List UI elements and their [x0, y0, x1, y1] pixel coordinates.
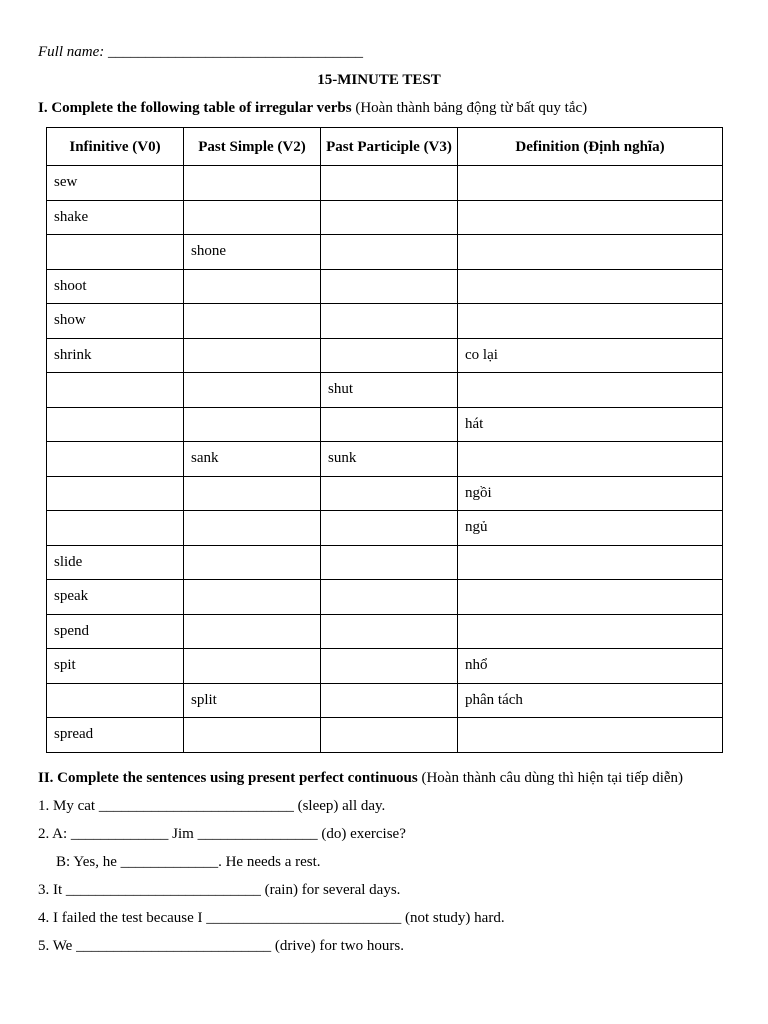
cell-past-simple[interactable] [184, 614, 321, 649]
cell-past-participle[interactable] [321, 683, 458, 718]
cell-past-simple[interactable] [184, 269, 321, 304]
cell-past-participle[interactable] [321, 614, 458, 649]
cell-past-simple[interactable] [184, 476, 321, 511]
table-row [47, 166, 723, 201]
cell-definition[interactable] [458, 718, 723, 753]
question-4[interactable]: 4. I failed the test because I __________________________ (not study) hard. [38, 910, 505, 926]
cell-definition[interactable]: hát [458, 407, 723, 442]
cell-past-simple[interactable] [184, 166, 321, 201]
table-row [47, 614, 723, 649]
cell-past-simple[interactable] [184, 200, 321, 235]
table-row [47, 269, 723, 304]
cell-definition[interactable]: phân tách [458, 683, 723, 718]
cell-infinitive[interactable] [47, 235, 184, 270]
table-row [47, 235, 723, 270]
cell-past-participle[interactable] [321, 304, 458, 339]
cell-definition[interactable] [458, 166, 723, 201]
cell-past-participle[interactable] [321, 269, 458, 304]
column-header-definition: Definition (Định nghĩa) [458, 128, 723, 166]
cell-definition[interactable] [458, 614, 723, 649]
cell-past-simple[interactable] [184, 545, 321, 580]
cell-past-simple[interactable] [184, 373, 321, 408]
table-row [47, 718, 723, 753]
cell-infinitive[interactable]: spit [47, 649, 184, 684]
cell-definition[interactable] [458, 235, 723, 270]
full-name-line [38, 43, 363, 61]
cell-past-participle[interactable]: shut [321, 373, 458, 408]
cell-past-participle[interactable]: sunk [321, 442, 458, 477]
cell-infinitive[interactable] [47, 373, 184, 408]
cell-infinitive[interactable] [47, 476, 184, 511]
cell-past-simple[interactable] [184, 338, 321, 373]
section1-heading: I. Complete the following table of irregular verbs [38, 100, 352, 116]
table-row [47, 580, 723, 615]
cell-infinitive[interactable]: show [47, 304, 184, 339]
column-header-infinitive: Infinitive (V0) [47, 128, 184, 166]
cell-past-simple[interactable] [184, 511, 321, 546]
cell-past-simple[interactable] [184, 649, 321, 684]
section2-heading: II. Complete the sentences using present perfect continuous [38, 770, 418, 786]
full-name-label: Full name: [38, 44, 105, 60]
cell-past-simple[interactable] [184, 718, 321, 753]
cell-infinitive[interactable]: sew [47, 166, 184, 201]
cell-past-participle[interactable] [321, 407, 458, 442]
cell-infinitive[interactable] [47, 442, 184, 477]
cell-definition[interactable] [458, 545, 723, 580]
cell-infinitive[interactable]: speak [47, 580, 184, 615]
cell-infinitive[interactable]: spread [47, 718, 184, 753]
cell-past-participle[interactable] [321, 511, 458, 546]
column-header-past-participle: Past Participle (V3) [321, 128, 458, 166]
cell-past-simple[interactable]: split [184, 683, 321, 718]
cell-past-simple[interactable]: shone [184, 235, 321, 270]
section1-heading-line [38, 99, 587, 117]
section2-heading-line [38, 769, 683, 787]
section2-subtitle: (Hoàn thành câu dùng thì hiện tại tiếp diễn) [421, 770, 684, 786]
test-title: 15-MINUTE TEST [317, 72, 441, 88]
column-header-past-simple: Past Simple (V2) [184, 128, 321, 166]
cell-definition[interactable] [458, 580, 723, 615]
table-row [47, 649, 723, 684]
cell-infinitive[interactable]: shrink [47, 338, 184, 373]
cell-definition[interactable] [458, 442, 723, 477]
question-2a[interactable]: 2. A: _____________ Jim ________________ (do) exercise? [38, 826, 406, 842]
cell-past-participle[interactable] [321, 235, 458, 270]
table-body [47, 166, 723, 753]
cell-definition[interactable] [458, 200, 723, 235]
question-3[interactable]: 3. It __________________________ (rain) for several days. [38, 882, 401, 898]
cell-past-participle[interactable] [321, 580, 458, 615]
cell-definition[interactable]: co lại [458, 338, 723, 373]
table-row [47, 476, 723, 511]
table-row [47, 442, 723, 477]
cell-definition[interactable] [458, 373, 723, 408]
cell-past-participle[interactable] [321, 200, 458, 235]
table-row [47, 338, 723, 373]
cell-past-simple[interactable] [184, 580, 321, 615]
cell-infinitive[interactable]: shake [47, 200, 184, 235]
question-2b[interactable]: B: Yes, he _____________. He needs a rest. [56, 854, 321, 870]
table-row [47, 545, 723, 580]
cell-infinitive[interactable] [47, 407, 184, 442]
cell-definition[interactable]: ngồi [458, 476, 723, 511]
full-name-blank[interactable]: __________________________________ [107, 44, 363, 60]
table-row [47, 373, 723, 408]
table-row [47, 683, 723, 718]
question-1[interactable]: 1. My cat __________________________ (sleep) all day. [38, 798, 386, 814]
section1-subtitle: (Hoàn thành bảng động từ bất quy tắc) [355, 100, 588, 116]
cell-infinitive[interactable]: spend [47, 614, 184, 649]
cell-infinitive[interactable]: shoot [47, 269, 184, 304]
cell-past-participle[interactable] [321, 718, 458, 753]
cell-infinitive[interactable] [47, 511, 184, 546]
cell-past-participle[interactable] [321, 476, 458, 511]
cell-past-participle[interactable] [321, 166, 458, 201]
table-row [47, 304, 723, 339]
table-row [47, 407, 723, 442]
cell-past-simple[interactable] [184, 304, 321, 339]
cell-past-participle[interactable] [321, 545, 458, 580]
question-5[interactable]: 5. We __________________________ (drive) for two hours. [38, 938, 404, 954]
cell-definition[interactable] [458, 304, 723, 339]
table-row [47, 511, 723, 546]
cell-definition[interactable]: ngủ [458, 511, 723, 546]
cell-past-participle[interactable] [321, 649, 458, 684]
cell-definition[interactable]: nhổ [458, 649, 723, 684]
table-header-row [47, 128, 723, 166]
cell-definition[interactable] [458, 269, 723, 304]
cell-past-simple[interactable]: sank [184, 442, 321, 477]
cell-infinitive[interactable]: slide [47, 545, 184, 580]
irregular-verbs-table [46, 127, 723, 753]
cell-infinitive[interactable] [47, 683, 184, 718]
table-row [47, 200, 723, 235]
cell-past-participle[interactable] [321, 338, 458, 373]
cell-past-simple[interactable] [184, 407, 321, 442]
